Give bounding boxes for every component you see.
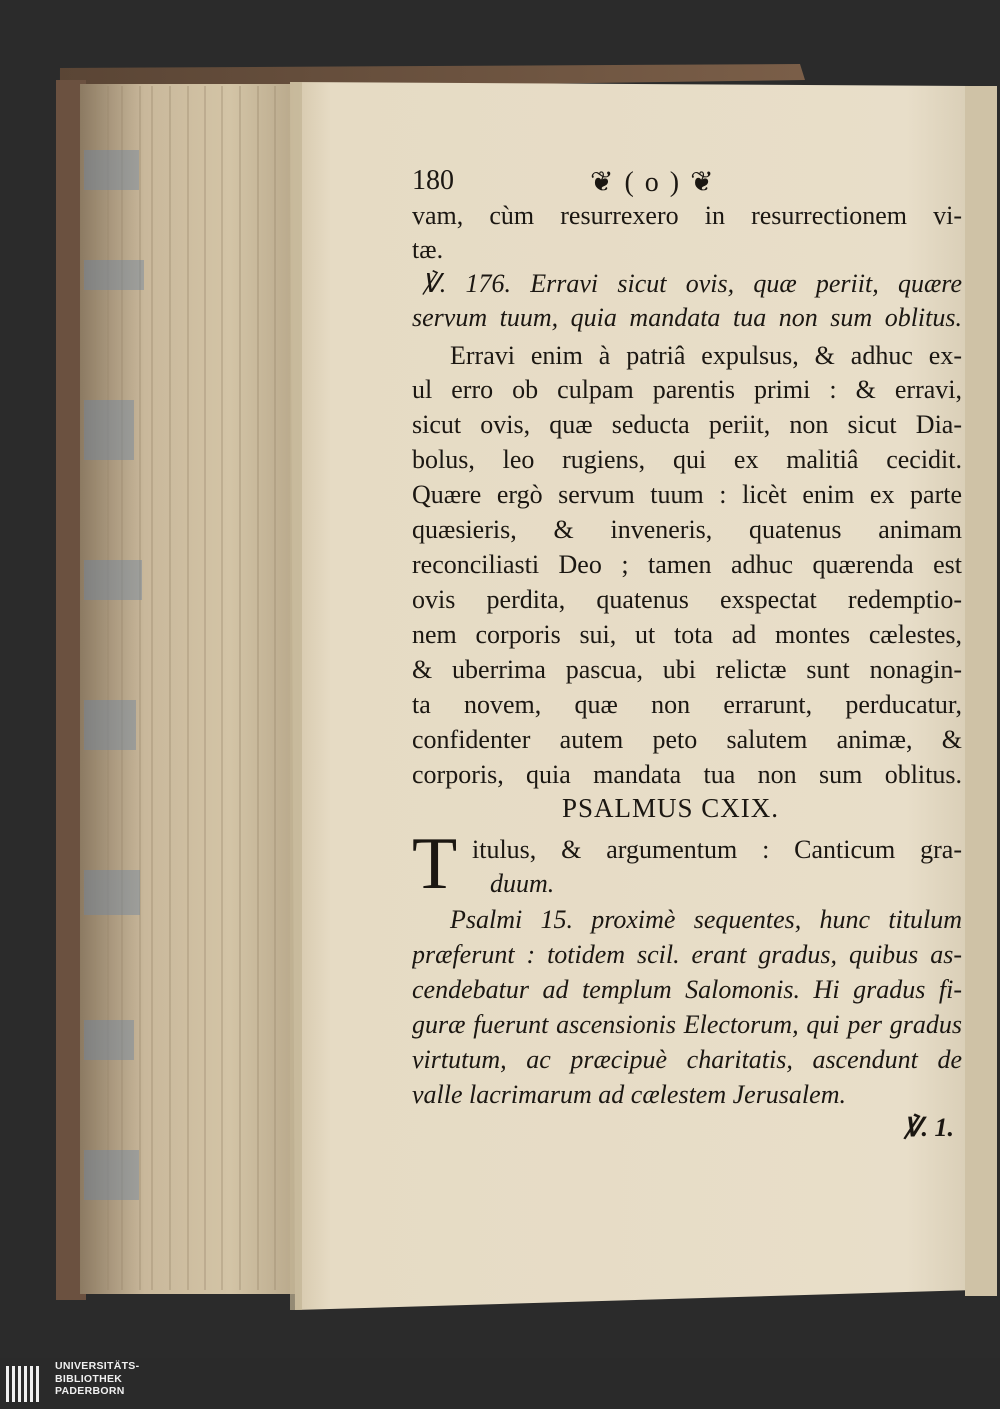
library-logo bbox=[0, 1358, 1000, 1409]
text-line: ovis perdita, quatenus exspectat redemptio- bbox=[412, 585, 962, 614]
page-number: 180 bbox=[412, 165, 454, 196]
text-line: Erravi enim à patriâ expulsus, & adhuc ex- bbox=[450, 341, 962, 370]
text-line: reconciliasti Deo ; tamen adhuc quærenda est bbox=[412, 550, 962, 579]
body-line: guræ fuerunt ascensionis Electorum, qui per gradus bbox=[412, 1010, 962, 1039]
page-header bbox=[412, 165, 962, 201]
text-line: ul erro ob culpam parentis primi : & erravi, bbox=[412, 375, 962, 404]
library-name bbox=[55, 1360, 139, 1398]
body-line: præferunt : totidem scil. erant gradus, quibus as- bbox=[412, 940, 962, 969]
text-line: Quære ergò servum tuum : licèt enim ex parte bbox=[412, 480, 962, 509]
text-line: ta novem, quæ non errarunt, perducatur, bbox=[412, 690, 962, 719]
psalm-title: PSALMUS CXIX. bbox=[562, 793, 780, 823]
text-line: & uberrima pascua, ubi relictæ sunt nonagin- bbox=[412, 655, 962, 684]
text-line: nem corporis sui, ut tota ad montes cælestes, bbox=[412, 620, 962, 649]
drop-capital: T bbox=[412, 823, 458, 905]
body-line: cendebatur ad templum Salomonis. Hi gradus fi- bbox=[412, 975, 962, 1004]
library-logo-icon bbox=[6, 1366, 48, 1402]
verse-line: servum tuum, quia mandata tua non sum oblitus. bbox=[412, 303, 962, 332]
text-line: bolus, leo rugiens, qui ex malitiâ cecidit. bbox=[412, 445, 962, 474]
body-line: Psalmi 15. proximè sequentes, hunc titulum bbox=[450, 905, 962, 934]
text-line: sicut ovis, quæ seducta periit, non sicut Dia- bbox=[412, 410, 962, 439]
text-line: quæsieris, & inveneris, quatenus animam bbox=[412, 515, 962, 544]
library-name-line: UNIVERSITÄTS- bbox=[55, 1360, 140, 1372]
catchword: ℣. 1. bbox=[903, 1113, 954, 1142]
text-line: corporis, quia mandata tua non sum oblitus. bbox=[412, 760, 962, 789]
title-line: duum. bbox=[490, 869, 555, 898]
text-line: vam, cùm resurrexero in resurrectionem vi- bbox=[412, 201, 962, 230]
verse-line: ℣. 176. Erravi sicut ovis, quæ periit, quære bbox=[422, 269, 962, 298]
body-line: virtutum, ac præcipuè charitatis, ascendunt de bbox=[412, 1045, 962, 1074]
library-name-line: BIBLIOTHEK bbox=[55, 1372, 123, 1385]
text-line: confidenter autem peto salutem animæ, & bbox=[412, 725, 962, 754]
header-ornament: ❦ ( o ) ❦ bbox=[590, 167, 716, 198]
text-line: tæ. bbox=[412, 235, 444, 264]
body-line: valle lacrimarum ad cælestem Jerusalem. bbox=[412, 1080, 846, 1109]
library-name-line: PADERBORN bbox=[55, 1385, 125, 1397]
title-line: itulus, & argumentum : Canticum gra- bbox=[472, 835, 962, 864]
